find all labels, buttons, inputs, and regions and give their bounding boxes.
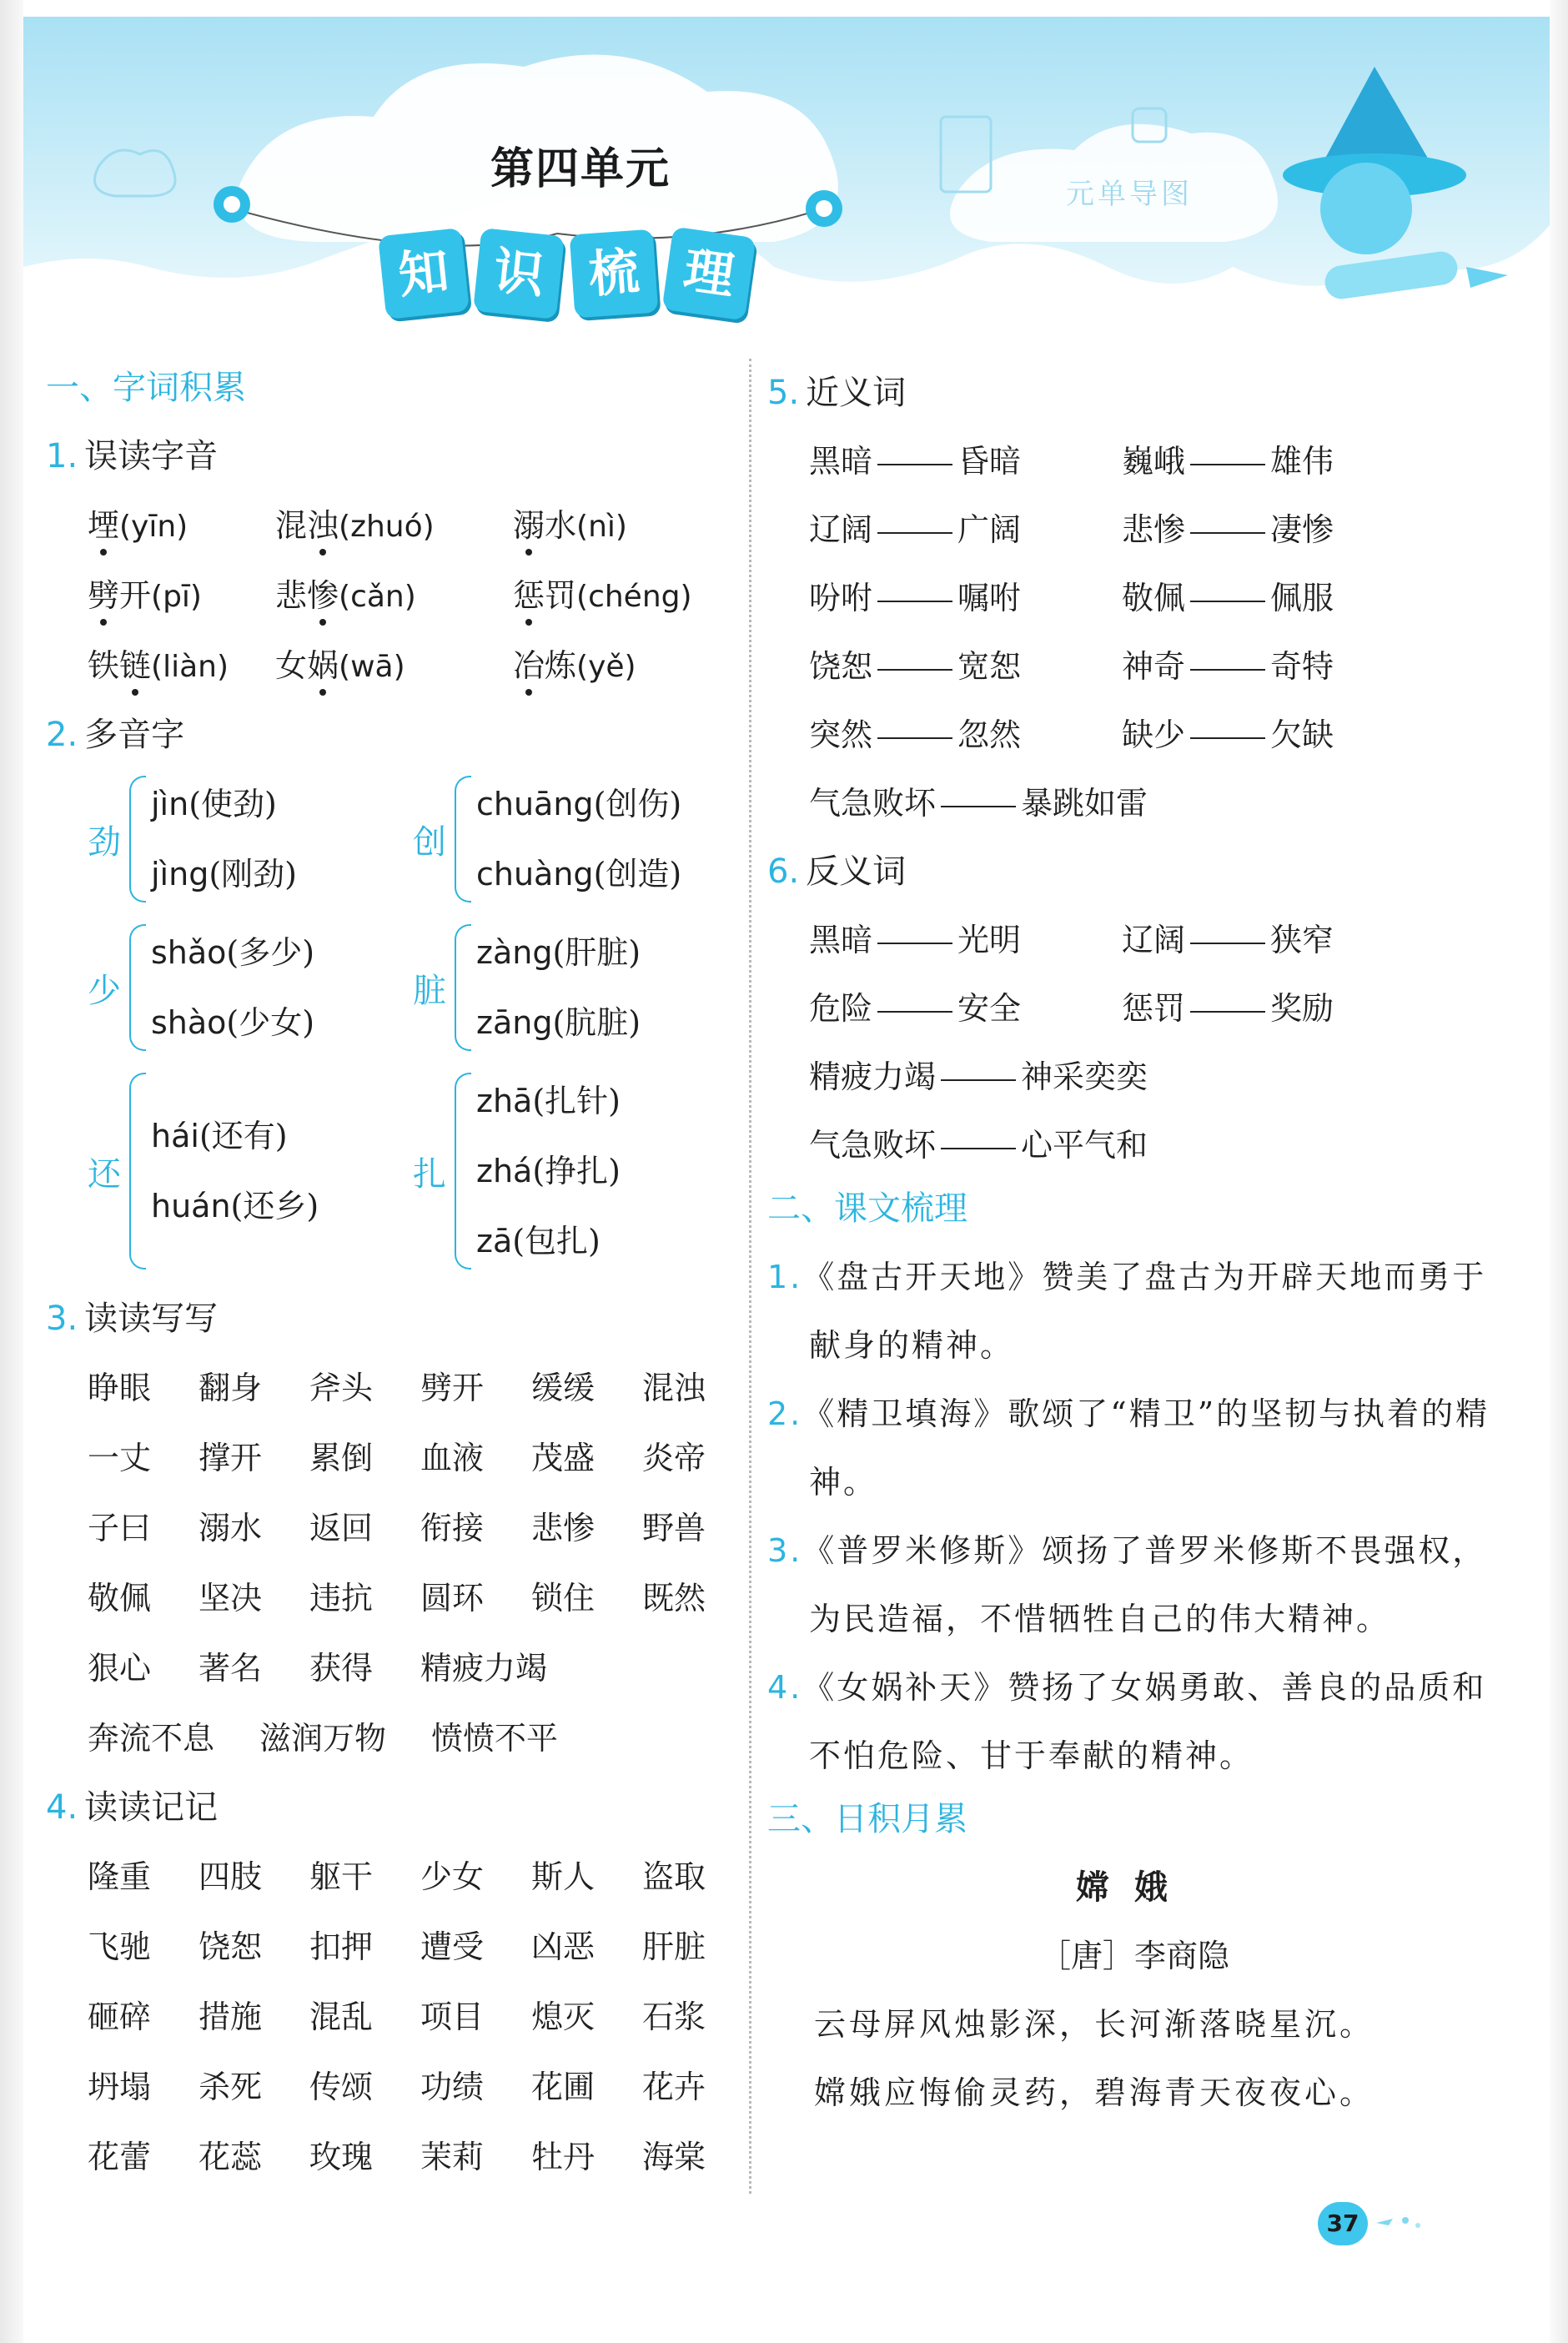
text-summary (767, 1243, 1501, 1380)
misread-char: 娲 (307, 647, 339, 684)
misread-char: 溺 (513, 507, 545, 544)
pair-word: 凄惨 (1270, 511, 1334, 548)
polyphonic-readings (151, 769, 297, 909)
pair-word: 气急败坏 (809, 1127, 937, 1164)
vocab-word: 隆重 (88, 1858, 152, 1895)
word-pair (809, 1043, 1435, 1111)
reading-pinyin: shào (151, 1004, 227, 1041)
pair-dash (877, 464, 952, 465)
brace-mark (129, 1073, 146, 1270)
polyphonic-reading (476, 769, 681, 839)
misread-item (88, 631, 275, 701)
vocab-word: 悲惨 (531, 1510, 596, 1546)
sparkle-icon (1372, 2210, 1430, 2235)
polyphonic-char: 创 (413, 822, 446, 862)
word-pair (809, 701, 1122, 769)
vocab-word: 项目 (420, 1999, 485, 2035)
word-pair (809, 427, 1122, 495)
pair-word: 嘱咐 (957, 580, 1022, 616)
summary-number: 1. (767, 1259, 803, 1295)
vocab-phrase: 滋润万物 (259, 1720, 387, 1757)
word-pair (1122, 427, 1435, 495)
vocab-word: 翻身 (199, 1370, 263, 1406)
subsection-number: 6. (767, 852, 800, 891)
text-summary (767, 1653, 1501, 1790)
pair-word: 缺少 (1122, 716, 1186, 753)
word-pair (1122, 495, 1435, 564)
vocab-word: 花卉 (642, 2069, 706, 2105)
subsection-label: 读读写写 (84, 1300, 219, 1338)
pair-word: 危险 (809, 990, 873, 1027)
vocab-word: 累倒 (309, 1440, 374, 1476)
reading-pinyin: hái (151, 1118, 199, 1154)
pair-dash (941, 1079, 1016, 1081)
pair-word: 昏暗 (957, 443, 1022, 480)
polyphonic-reading (151, 769, 297, 839)
pair-dash (877, 1011, 952, 1013)
word-pair (1122, 564, 1435, 632)
misread-char: 女 (275, 647, 308, 684)
reading-pinyin: shǎo (151, 934, 227, 971)
subsection-number: 5. (767, 374, 800, 412)
word-pair (809, 1111, 1435, 1179)
vocab-word: 炎帝 (642, 1440, 706, 1476)
reading-example: (还乡) (230, 1188, 319, 1224)
reading-example: (使劲) (188, 786, 277, 822)
vocab-word: 缓缓 (531, 1370, 596, 1406)
vocab-word: 饶恕 (199, 1928, 263, 1965)
pair-word: 佩服 (1270, 580, 1334, 616)
reading-pinyin: zhá (476, 1153, 533, 1189)
word-pair (809, 974, 1122, 1043)
misread-char: 铁 (88, 647, 120, 684)
read-write-words (46, 1353, 738, 1703)
polyphonic-reading (476, 1136, 621, 1206)
subsection-number: 3. (46, 1300, 78, 1338)
pair-dash (877, 532, 952, 534)
summary-text: 《女娲补天》赞扬了女娲勇敢、善良的品质和不怕危险、甘于奉献的精神。 (802, 1669, 1487, 1774)
subsection-read-remember (46, 1773, 738, 1842)
misread-word (88, 577, 151, 614)
vocab-word: 一丈 (88, 1440, 152, 1476)
misread-char: 开 (119, 577, 152, 614)
polyphonic-reading (151, 839, 297, 909)
pair-dash (1190, 464, 1265, 465)
word-pair (809, 906, 1122, 974)
vocab-word: 功绩 (420, 2069, 485, 2105)
pair-word: 惩罚 (1122, 990, 1186, 1027)
word-pair (809, 564, 1122, 632)
reading-example: (还有) (199, 1118, 288, 1154)
word-pair (1122, 701, 1435, 769)
poem-line: 嫦娥应悔偷灵药，碧海青天夜夜心。 (814, 2074, 1375, 2111)
misread-item (275, 631, 513, 701)
antonym-pairs (767, 906, 1501, 1179)
polyphonic-char: 少 (88, 971, 121, 1010)
read-remember-words (46, 1842, 738, 2192)
misread-list (46, 490, 738, 701)
header-cloud-illustration (23, 17, 1550, 325)
section-title-daily: 三、日积月累 (767, 1800, 967, 1838)
reading-example: (少女) (226, 1004, 315, 1041)
subsection-label: 近义词 (806, 374, 907, 412)
vocab-word: 撑开 (199, 1440, 263, 1476)
polyphonic-char: 扎 (413, 1154, 446, 1194)
right-column (767, 359, 1501, 2127)
vocab-word: 著名 (199, 1650, 263, 1687)
misread-word (275, 507, 339, 544)
subsection-label: 读读记记 (84, 1788, 219, 1827)
synonym-pairs (767, 427, 1501, 837)
subsection-label: 误读字音 (84, 437, 219, 475)
polyphonic-readings (151, 918, 314, 1058)
reading-pinyin: jìng (151, 856, 209, 892)
polyphonic-char: 劲 (88, 822, 121, 862)
vocab-word: 躯干 (309, 1858, 374, 1895)
vocab-word: 扣押 (309, 1928, 374, 1965)
vocab-word: 坚决 (199, 1580, 263, 1616)
vocab-word: 茂盛 (531, 1440, 596, 1476)
misread-pinyin: (wā) (339, 650, 405, 684)
reading-example: (刚劲) (209, 856, 297, 892)
page-number: 37 (1318, 2202, 1368, 2245)
vocab-word: 混乱 (309, 1999, 374, 2035)
brace-mark (455, 1073, 471, 1270)
misread-char: 悲 (275, 577, 308, 614)
misread-char: 惩 (513, 577, 545, 614)
vocab-word: 四肢 (199, 1858, 263, 1895)
polyphonic-reading (151, 988, 314, 1058)
pair-word: 奇特 (1270, 648, 1334, 685)
vocab-word: 砸碎 (88, 1999, 152, 2035)
vocab-word: 斧头 (309, 1370, 374, 1406)
pair-word: 心平气和 (1021, 1127, 1148, 1164)
subsection-number: 4. (46, 1788, 78, 1827)
vocab-word: 凶恶 (531, 1928, 596, 1965)
polyphonic-reading (476, 1206, 621, 1276)
polyphonic-readings (476, 1066, 621, 1276)
word-pair (809, 632, 1122, 701)
text-summary (767, 1516, 1501, 1653)
left-column (46, 359, 738, 2192)
misread-item (513, 490, 746, 561)
pair-dash (1190, 532, 1265, 534)
misread-item (88, 561, 275, 631)
misread-char: 链 (119, 647, 152, 684)
vocab-word: 精疲力竭 (420, 1650, 548, 1687)
pair-word: 欠缺 (1270, 716, 1334, 753)
vocab-word: 混浊 (642, 1370, 706, 1406)
subsection-label: 反义词 (806, 852, 907, 891)
pair-dash (1190, 1011, 1265, 1013)
pair-dash (1190, 737, 1265, 739)
banner-char: 知 (378, 228, 470, 319)
vocab-word: 花圃 (531, 2069, 596, 2105)
pair-word: 雄伟 (1270, 443, 1334, 480)
reading-example: (肮脏) (552, 1004, 641, 1041)
vocab-word: 玫瑰 (309, 2139, 374, 2175)
brace-mark (129, 924, 146, 1051)
vocab-word: 敬佩 (88, 1580, 152, 1616)
misread-word (88, 647, 151, 684)
scan-edge-right (1550, 0, 1568, 2343)
polyphonic-readings (476, 918, 641, 1058)
pair-word: 吩咐 (809, 580, 873, 616)
section-title-vocab: 一、字词积累 (46, 369, 246, 407)
subsection-number: 1. (46, 437, 78, 475)
vocab-word: 措施 (199, 1999, 263, 2035)
polyphonic-group (413, 769, 738, 909)
unit-title: 第四单元 (490, 143, 671, 194)
reading-example: (多少) (226, 934, 315, 971)
pair-word: 悲惨 (1122, 511, 1186, 548)
polyphonic-reading (476, 918, 641, 988)
reading-example: (扎针) (532, 1083, 621, 1119)
header-deco-caption: 元单导图 (1066, 178, 1193, 211)
polyphonic-reading (151, 1101, 319, 1171)
pair-word: 广阔 (957, 511, 1022, 548)
word-pair (809, 769, 1435, 837)
pair-dash (877, 601, 952, 602)
pair-word: 神奇 (1122, 648, 1186, 685)
reading-pinyin: jìn (151, 786, 189, 822)
summary-text: 《精卫填海》歌颂了“精卫”的坚韧与执着的精神。 (802, 1395, 1490, 1501)
vocab-word: 飞驰 (88, 1928, 152, 1965)
misread-char: 堙 (88, 507, 120, 544)
vocab-phrase: 奔流不息 (88, 1720, 215, 1757)
vocab-word: 少女 (420, 1858, 485, 1895)
misread-char: 冶 (513, 647, 545, 684)
misread-pinyin: (yě) (576, 650, 636, 684)
polyphonic-group (88, 1066, 413, 1276)
vocab-word: 血液 (420, 1440, 485, 1476)
pair-word: 忽然 (957, 716, 1022, 753)
pair-word: 狭窄 (1270, 922, 1334, 958)
vocab-word: 传颂 (309, 2069, 374, 2105)
misread-item (88, 490, 275, 561)
misread-pinyin: (yīn) (119, 510, 188, 544)
vocab-phrase: 愤愤不平 (431, 1720, 559, 1757)
misread-item (275, 490, 513, 561)
reading-example: (创伤) (593, 786, 682, 822)
brace-mark (455, 776, 471, 903)
pair-word: 突然 (809, 716, 873, 753)
word-pair (1122, 906, 1435, 974)
vocab-word: 获得 (309, 1650, 374, 1687)
brace-mark (455, 924, 471, 1051)
misread-pinyin: (chéng) (576, 580, 692, 614)
brace-mark (129, 776, 146, 903)
pair-word: 黑暗 (809, 922, 873, 958)
poem-title: 嫦娥 (1076, 1868, 1193, 1907)
misread-pinyin: (nì) (576, 510, 627, 544)
polyphonic-list (46, 769, 738, 1285)
vocab-word: 既然 (642, 1580, 706, 1616)
misread-pinyin: (cǎn) (339, 580, 416, 614)
pair-word: 巍峨 (1122, 443, 1186, 480)
pair-dash (941, 806, 1016, 807)
vocab-word: 睁眼 (88, 1370, 152, 1406)
misread-word (513, 507, 576, 544)
vocab-word: 劈开 (420, 1370, 485, 1406)
vocab-word: 圆环 (420, 1580, 485, 1616)
vocab-word: 锁住 (531, 1580, 596, 1616)
polyphonic-char: 脏 (413, 971, 446, 1010)
text-summary-list (767, 1243, 1501, 1790)
polyphonic-group (88, 918, 413, 1058)
vocab-word: 石浆 (642, 1999, 706, 2035)
vocab-word: 溺水 (199, 1510, 263, 1546)
subsection-label: 多音字 (84, 716, 185, 754)
reading-pinyin: zāng (476, 1004, 553, 1041)
knowledge-banner (382, 225, 762, 315)
polyphonic-reading (151, 1171, 319, 1241)
pair-word: 安全 (957, 990, 1022, 1027)
read-write-phrases (46, 1703, 738, 1773)
polyphonic-group (413, 918, 738, 1058)
polyphonic-readings (476, 769, 681, 909)
vocab-word: 盗取 (642, 1858, 706, 1895)
misread-item (513, 631, 746, 701)
vocab-word: 遭受 (420, 1928, 485, 1965)
subsection-polyphonic (46, 701, 738, 769)
reading-example: (挣扎) (532, 1153, 621, 1189)
vocab-word: 狠心 (88, 1650, 152, 1687)
misread-word (88, 507, 119, 544)
vocab-word: 牡丹 (531, 2139, 596, 2175)
vocab-word: 斯人 (531, 1858, 596, 1895)
reading-pinyin: zā (476, 1223, 513, 1259)
misread-item (275, 561, 513, 631)
vocab-word: 野兽 (642, 1510, 706, 1546)
misread-pinyin: (liàn) (151, 650, 229, 684)
text-summary (767, 1380, 1501, 1516)
subsection-read-write (46, 1285, 738, 1353)
polyphonic-reading (151, 918, 314, 988)
banner-char: 识 (473, 228, 565, 319)
misread-word (513, 647, 576, 684)
reading-pinyin: chuàng (476, 856, 594, 892)
polyphonic-reading (476, 988, 641, 1058)
polyphonic-group (88, 769, 413, 909)
misread-char: 浊 (307, 507, 339, 544)
pair-word: 暴跳如雷 (1021, 785, 1148, 822)
misread-word (513, 577, 576, 614)
section-title-texts: 二、课文梳理 (767, 1189, 967, 1228)
pair-dash (877, 737, 952, 739)
summary-number: 2. (767, 1395, 803, 1432)
page-header (23, 17, 1550, 325)
misread-char: 水 (545, 507, 577, 544)
pair-word: 黑暗 (809, 443, 873, 480)
pair-word: 光明 (957, 922, 1022, 958)
vocab-word: 返回 (309, 1510, 374, 1546)
vocab-word: 熄灭 (531, 1999, 596, 2035)
word-pair (1122, 974, 1435, 1043)
pair-word: 神采奕奕 (1021, 1058, 1148, 1095)
misread-item (513, 561, 746, 631)
pair-word: 辽阔 (1122, 922, 1186, 958)
pair-dash (877, 943, 952, 944)
polyphonic-group (413, 1066, 738, 1276)
reading-example: (肝脏) (552, 934, 641, 971)
reading-pinyin: chuāng (476, 786, 594, 822)
vocab-word: 肝脏 (642, 1928, 706, 1965)
vocab-word: 花蕊 (199, 2139, 263, 2175)
misread-char: 炼 (545, 647, 577, 684)
misread-word (275, 647, 339, 684)
pair-word: 辽阔 (809, 511, 873, 548)
subsection-number: 2. (46, 716, 78, 754)
pair-dash (941, 1148, 1016, 1149)
banner-char: 梳 (570, 229, 659, 319)
misread-word (275, 577, 339, 614)
vocab-word: 坍塌 (88, 2069, 152, 2105)
word-pair (809, 495, 1122, 564)
pair-dash (877, 669, 952, 671)
reading-example: (创造) (593, 856, 682, 892)
summary-text: 《普罗米修斯》颂扬了普罗米修斯不畏强权，为民造福，不惜牺牲自己的伟大精神。 (802, 1532, 1487, 1637)
pair-word: 敬佩 (1122, 580, 1186, 616)
misread-pinyin: (pī) (151, 580, 202, 614)
reading-pinyin: zhā (476, 1083, 533, 1119)
scan-edge-left (0, 0, 23, 2343)
reading-pinyin: huán (151, 1188, 231, 1224)
banner-char: 理 (662, 227, 756, 321)
vocab-word: 海棠 (642, 2139, 706, 2175)
vocab-word: 杀死 (199, 2069, 263, 2105)
word-pair (1122, 632, 1435, 701)
polyphonic-char: 还 (88, 1154, 121, 1194)
polyphonic-reading (476, 839, 681, 909)
summary-text: 《盘古开天地》赞美了盘古为开辟天地而勇于献身的精神。 (802, 1259, 1487, 1364)
misread-pinyin: (zhuó) (339, 510, 435, 544)
pair-word: 精疲力竭 (809, 1058, 937, 1095)
reading-pinyin: zàng (476, 934, 553, 971)
pair-word: 饶恕 (809, 648, 873, 685)
reading-example: (包扎) (512, 1223, 601, 1259)
misread-char: 罚 (545, 577, 577, 614)
misread-char: 劈 (88, 577, 120, 614)
vocab-word: 茉莉 (420, 2139, 485, 2175)
vocab-word: 花蕾 (88, 2139, 152, 2175)
pair-dash (1190, 601, 1265, 602)
polyphonic-readings (151, 1101, 319, 1241)
pair-word: 气急败坏 (809, 785, 937, 822)
polyphonic-reading (476, 1066, 621, 1136)
misread-char: 混 (275, 507, 308, 544)
poem-author: ［唐］李商隐 (1038, 1938, 1229, 1974)
pair-word: 宽恕 (957, 648, 1022, 685)
pair-word: 奖励 (1270, 990, 1334, 1027)
misread-char: 惨 (307, 577, 339, 614)
vocab-word: 子曰 (88, 1510, 152, 1546)
summary-number: 4. (767, 1669, 803, 1706)
vocab-word: 衔接 (420, 1510, 485, 1546)
vocab-word: 违抗 (309, 1580, 374, 1616)
subsection-synonyms (767, 359, 1501, 427)
summary-number: 3. (767, 1532, 803, 1569)
subsection-antonyms (767, 837, 1501, 906)
pair-dash (1190, 943, 1265, 944)
subsection-misread (46, 422, 738, 490)
pair-dash (1190, 669, 1265, 671)
poem-line: 云母屏风烛影深，长河渐落晓星沉。 (814, 2006, 1375, 2043)
